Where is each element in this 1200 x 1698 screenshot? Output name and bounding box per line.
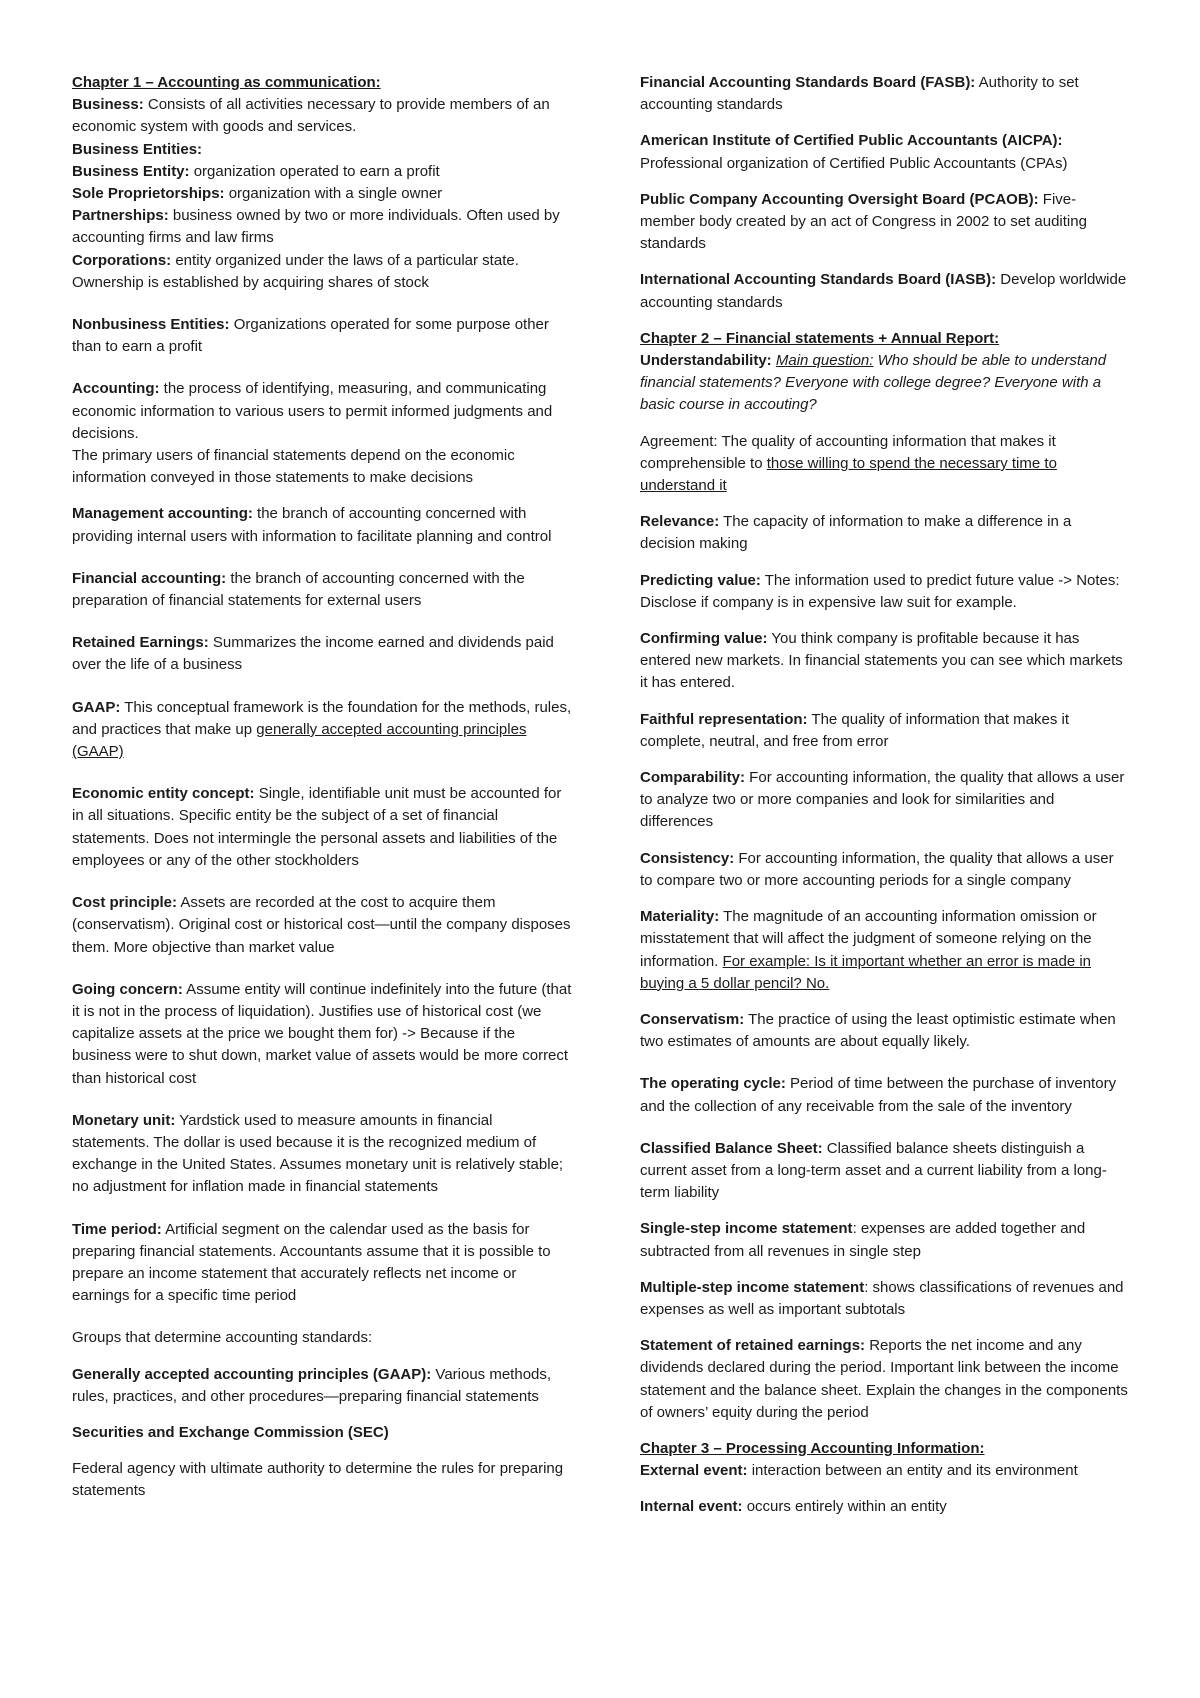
definition-corporations: Corporations: entity organized under the laws of a particular state. Ownership is established by acquiring shares of stock (72, 251, 519, 291)
definition-financial-accounting: Financial accounting: the branch of accounting concerned with the preparation of financial statements for external users (72, 569, 525, 610)
definition-materiality: Materiality: The magnitude of an accounting information omission or misstatement that will affect the judgment of someone relying on the information. For example: Is it important whether an error is made in buying a 5 dollar pencil? No. (640, 908, 1097, 992)
definition-sole-proprietorships: Sole Proprietorships: organization with a single owner (72, 185, 443, 203)
definition-gaap: GAAP: This conceptual framework is the foundation for the methods, rules, and practices that make up generally accepted accounting principles (GAAP) (72, 698, 572, 761)
definition-business-entity: Business Entity: organization operated to earn a profit (72, 162, 440, 180)
chapter-3-heading: Chapter 3 – Processing Accounting Information: (640, 1439, 985, 1457)
definition-time-period: Time period: Artificial segment on the calendar used as the basis for preparing financial statements. Accountants assume that it is possible to prepare an income statement that accurately reflects net income or earnings for a specific time period (72, 1220, 551, 1305)
right-column (640, 72, 1130, 1533)
definition-understandability: Understandability: Main question: Who should be able to understand financial statements? Everyone with college degree? Everyone with a basic course in accouting? (640, 352, 1107, 414)
definition-management-accounting: Management accounting: the branch of accounting concerned with providing internal users with information to facilitate planning and control (72, 505, 552, 545)
definition-external-event: External event: interaction between an entity and its environment (640, 1462, 1078, 1480)
definition-fasb: Financial Accounting Standards Board (FASB): Authority to set accounting standards (640, 74, 1079, 114)
definition-confirming-value: Confirming value: You think company is profitable because it has entered new markets. In financial statements you can see which markets it has entered. (640, 630, 1123, 692)
definition-partnerships: Partnerships: business owned by two or more individuals. Often used by accounting firms and law firms (72, 207, 560, 247)
definition-agreement: Agreement: The quality of accounting information that makes it comprehensible to those willing to spend the necessary time to understand it (640, 432, 1057, 495)
definition-faithful-representation: Faithful representation: The quality of information that makes it complete, neutral, and free from error (640, 710, 1070, 750)
definition-monetary-unit: Monetary unit: Yardstick used to measure amounts in financial statements. The dollar is used because it is the recognized medium of exchange in the United States. Assumes monetary unit is relatively stable; no adjustment for inflation made in financial statements (72, 1111, 564, 1196)
definition-relevance: Relevance: The capacity of information to make a difference in a decision making (640, 513, 1072, 553)
chapter-1-heading: Chapter 1 – Accounting as communication: (72, 74, 381, 91)
definition-business (72, 94, 572, 138)
definition-accounting: Accounting: the process of identifying, measuring, and communicating economic information to various users to permit informed judgments and decisions. (72, 380, 553, 442)
definition-comparability: Comparability: For accounting information, the quality that allows a user to analyze two or more companies and look for similarities and differences (640, 769, 1125, 831)
definition-going-concern: Going concern: Assume entity will continue indefinitely into the future (that it is not in the process of liquidation). Justifies use of historical cost (we capitalize assets at the price we bought them for) -> Because if the business were to shut down, market value of assets would be more correct than historical cost (72, 980, 572, 1087)
business-entities-heading: Business Entities: (72, 140, 203, 158)
left-column (72, 72, 572, 1517)
definition-aicpa: American Institute of Certified Public Accountants (AICPA): Professional organization of Certified Public Accountants (CPAs) (640, 132, 1068, 172)
definition-conservatism: Conservatism: The practice of using the least optimistic estimate when two estimates of amounts are about equally likely. (640, 1010, 1116, 1051)
definition-pcaob: Public Company Accounting Oversight Board (PCAOB): Five-member body created by an act of Congress in 2002 to set auditing standards (640, 190, 1087, 253)
definition-gaap-group: Generally accepted accounting principles (GAAP): Various methods, rules, practices, and other procedures—preparing financial statements (72, 1365, 552, 1405)
definition-consistency: Consistency: For accounting information, the quality that allows a user to compare two or more accounting periods for a single company (640, 849, 1114, 889)
definition-multiple-step: Multiple-step income statement: shows classifications of revenues and expenses as well as important subtotals (640, 1278, 1124, 1318)
definition-single-step: Single-step income statement: expenses are added together and subtracted from all revenues in single step (640, 1220, 1086, 1260)
definition-cost-principle: Cost principle: Assets are recorded at the cost to acquire them (conservatism). Original cost or historical cost—until the company disposes them. More objective than market value (72, 894, 571, 956)
definition-statement-retained-earnings: Statement of retained earnings: Reports the net income and any dividends declared during the period. Important link between the income statement and the balance sheet. Explain the changes in the components of owners’ equity during the period (640, 1337, 1128, 1421)
definition-predicting-value: Predicting value: The information used to predict future value -> Notes: Disclose if company is in expensive law suit for example. (640, 571, 1120, 611)
definition-operating-cycle: The operating cycle: Period of time between the purchase of inventory and the collection of any receivable from the sale of the inventory (640, 1075, 1117, 1115)
definition-text: Consists of all activities necessary to provide members of an economic system with goods and services. (72, 96, 550, 136)
definition-economic-entity: Economic entity concept: Single, identifiable unit must be accounted for in all situations. Specific entity be the subject of a set of financial statements. Does not intermingle the personal assets and liabilities of the employees or any of the other stockholders (72, 785, 562, 869)
sec-text: Federal agency with ultimate authority to determine the rules for preparing statements (72, 1460, 564, 1500)
sec-heading: Securities and Exchange Commission (SEC) (72, 1423, 389, 1441)
definition-classified-balance-sheet: Classified Balance Sheet: Classified balance sheets distinguish a current asset from a long-term asset and a current liability from a long-term liability (640, 1139, 1107, 1202)
primary-users-text: The primary users of financial statements depend on the economic information conveyed in those statements to make decisions (72, 447, 515, 487)
chapter-2-heading: Chapter 2 – Financial statements + Annual Report: (640, 329, 1000, 347)
definition-retained-earnings: Retained Earnings: Summarizes the income earned and dividends paid over the life of a business (72, 634, 554, 674)
definition-internal-event: Internal event: occurs entirely within an entity (640, 1498, 947, 1516)
groups-intro: Groups that determine accounting standards: (72, 1329, 373, 1347)
definition-iasb: International Accounting Standards Board (IASB): Develop worldwide accounting standards (640, 271, 1127, 311)
definition-nonbusiness-entities: Nonbusiness Entities: Organizations operated for some purpose other than to earn a profit (72, 316, 549, 356)
term: Business: (72, 96, 144, 114)
